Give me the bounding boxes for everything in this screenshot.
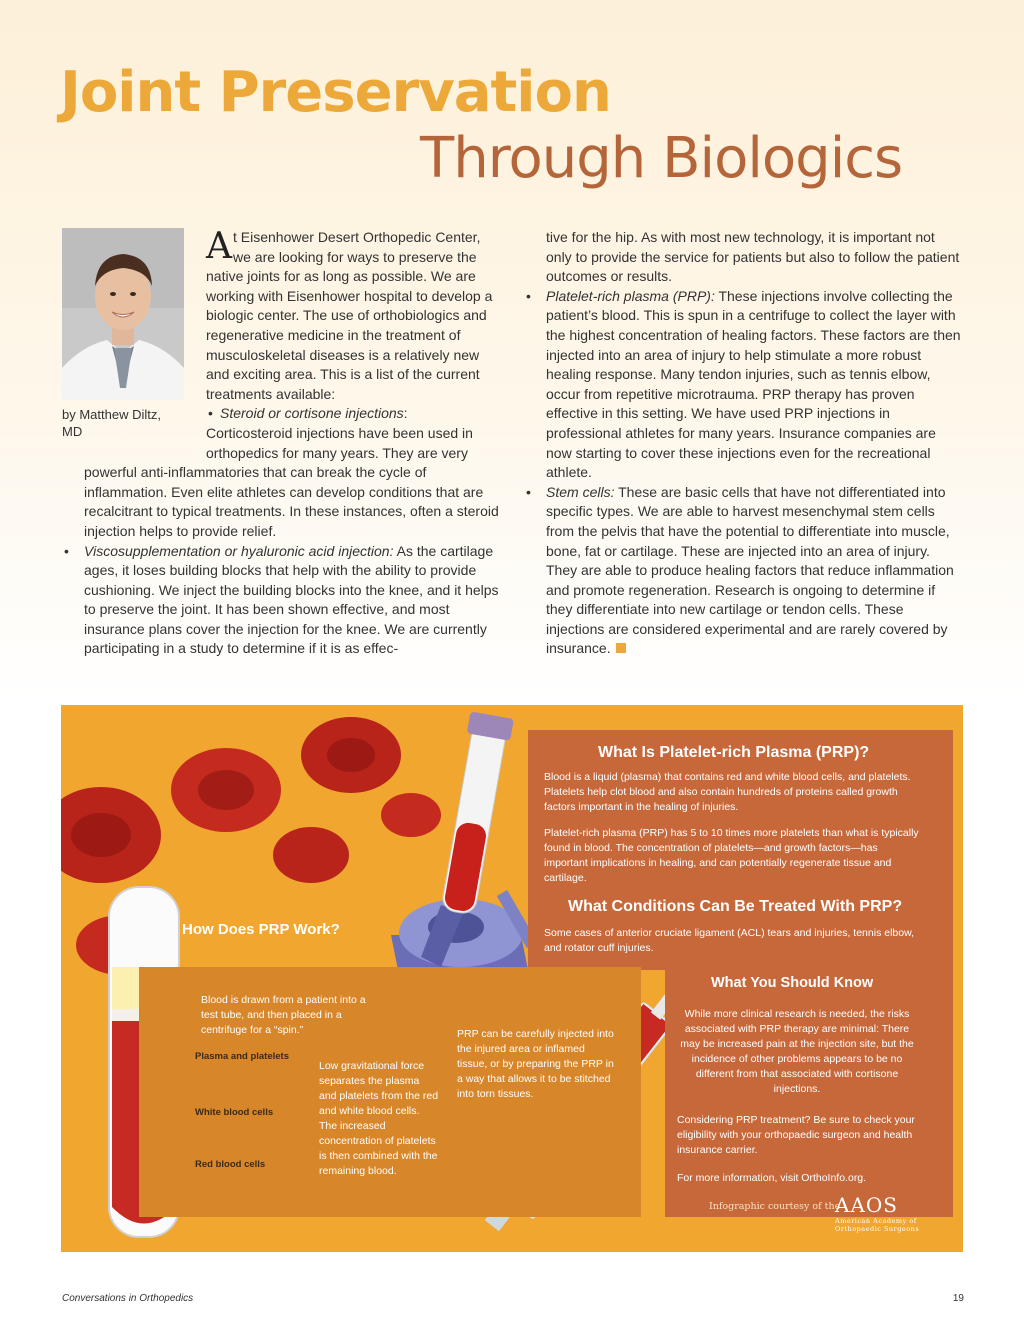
page-number: 19 xyxy=(952,1293,964,1304)
article-column-left xyxy=(62,228,502,659)
steroid-bullet: • Steroid or cortisone injections: xyxy=(206,404,502,424)
label-plasma: Plasma and platelets xyxy=(195,1051,289,1062)
know-text-2: Considering PRP treatment? Be sure to check your eligibility with your orthopaedic surgeon and health insurance carrier. xyxy=(677,1114,915,1156)
how-step-1: Blood is drawn from a patient into a test tube, and then placed in a centrifuge for a “spin.” xyxy=(201,994,366,1036)
label-white-cells: White blood cells xyxy=(195,1107,274,1118)
visco-text: As the cartilage ages, it loses building blocks that help with the ability to provide cushioning. We inject the building blocks into the knee, and it helps to preserve the joint. It has been shown effective, and most insurance plans cover the injection for the knee. We are currently participating in a study to determine if it is as effec- xyxy=(84,542,499,657)
what-is-prp-panel xyxy=(528,730,953,970)
drop-cap: A xyxy=(206,226,232,267)
stem-bullet xyxy=(524,483,964,659)
infographic-credit: Infographic courtesy of the xyxy=(709,1201,841,1212)
label-red-cells: Red blood cells xyxy=(195,1159,266,1170)
what-is-prp-text-2: Platelet-rich plasma (PRP) has 5 to 10 times more platelets than what is typically found in blood. The concentration of platelets—and growth factors—has important implications in healing, and can potentially regenerate tissue and cartilage. xyxy=(544,827,919,884)
test-tube-small-icon xyxy=(436,711,514,916)
steroid-title: Steroid or cortisone injections xyxy=(220,405,404,422)
what-is-prp-title: What Is Platelet-rich Plasma (PRP)? xyxy=(598,744,870,761)
publication-name: Conversations in Orthopedics xyxy=(62,1293,194,1304)
visco-bullet xyxy=(62,542,502,660)
end-mark-icon xyxy=(616,643,626,653)
how-prp-works-panel xyxy=(139,967,641,1217)
know-title: What You Should Know xyxy=(711,975,874,991)
how-step-2: Low gravitational force separates the plasma and platelets from the red and white blood cells. The increased concentration of platelets is then combined with the remaining blood. xyxy=(319,1060,439,1177)
visco-title: Viscosupplementation or hyaluronic acid injection: xyxy=(84,542,394,559)
prp-bullet xyxy=(524,287,964,483)
what-you-should-know-panel xyxy=(665,967,953,1217)
what-is-prp-text-1: Blood is a liquid (plasma) that contains red and white blood cells, and platelets. Platelets help clot blood and also contain hundreds of proteins called growth factors important in the healing of injuries. xyxy=(544,771,911,813)
how-step-3: PRP can be carefully injected into the injured area or inflamed tissue, or by preparing the PRP in a way that allows it to be stitched into torn tissues. xyxy=(457,1028,614,1100)
article-column-right xyxy=(524,228,964,659)
author-byline: by Matthew Diltz, MD xyxy=(62,407,161,439)
aaos-logo: AAOS American Academy of Orthopaedic Surgeons xyxy=(835,1193,920,1233)
how-prp-works-title: How Does PRP Work? xyxy=(182,921,340,938)
prp-text: These injections involve collecting the patient’s blood. This is spun in a centrifuge to collect the layer with the highest concentration of healing factors. These factors are then injected into an area of injury to help stimulate a more robust healing response. Many tendon injuries, such as tennis elbow, occur from repetitive microtrauma. PRP therapy has proven effective in this setting. We have used PRP injections in professional athletes for many years. Insurance companies are now starting to cover these injections even for the recreational athlete. xyxy=(546,287,961,481)
know-text-3: For more information, visit OrthoInfo.org. xyxy=(677,1172,867,1184)
stem-text: These are basic cells that have not differentiated into specific types. We are able to harvest mesenchymal stem cells from the pelvis that have the potential to differentiate into muscle, bone, fat or cartilage. These are injected into an area of injury. They are able to produce healing factors that reduce inflammation and promote regeneration. Research is ongoing to determine if they differentiate into new cartilage or tendon cells. These injections are considered experimental and are rarely covered by insurance. xyxy=(546,483,954,657)
intro-paragraph: t Eisenhower Desert Orthopedic Center, we are looking for ways to preserve the native joints for as long as possible. We are working with Eisenhower hospital to develop a biologic center. The use of orthobiologics and regenerative medicine in the treatment of musculoskeletal diseases is a relatively new and exciting area. This is a list of the current treatments available: xyxy=(206,229,493,402)
visco-text-continued: tive for the hip. As with most new technology, it is important not only to provide the service for patients but also to follow the patient outcomes or results. xyxy=(546,229,960,285)
steroid-text-start: Corticosteroid injections have been used in orthopedics for many years. They are very xyxy=(206,424,473,461)
steroid-text: powerful anti-inflammatories that can break the cycle of inflammation. Even elite athletes can develop conditions that are recalcitrant to typical treatments. In these instances, often a steroid injection helps to provide relief. xyxy=(84,464,499,539)
stem-title: Stem cells: xyxy=(546,483,615,500)
prp-title: Platelet-rich plasma (PRP): xyxy=(546,287,715,304)
conditions-title: What Conditions Can Be Treated With PRP? xyxy=(568,898,903,915)
know-text-1: While more clinical research is needed, the risks associated with PRP therapy are minimal: There may be increased pain at the injection site, but the incidence of other problems appears to be no different from that associated with cortisone injections. xyxy=(680,1008,914,1095)
conditions-text: Some cases of anterior cruciate ligament (ACL) tears and injuries, tennis elbow, and rotator cuff injuries. xyxy=(544,927,915,954)
title-line-2: Through Biologics xyxy=(420,126,903,191)
title-line-1: Joint Preservation xyxy=(60,60,611,125)
prp-infographic xyxy=(61,705,963,1252)
